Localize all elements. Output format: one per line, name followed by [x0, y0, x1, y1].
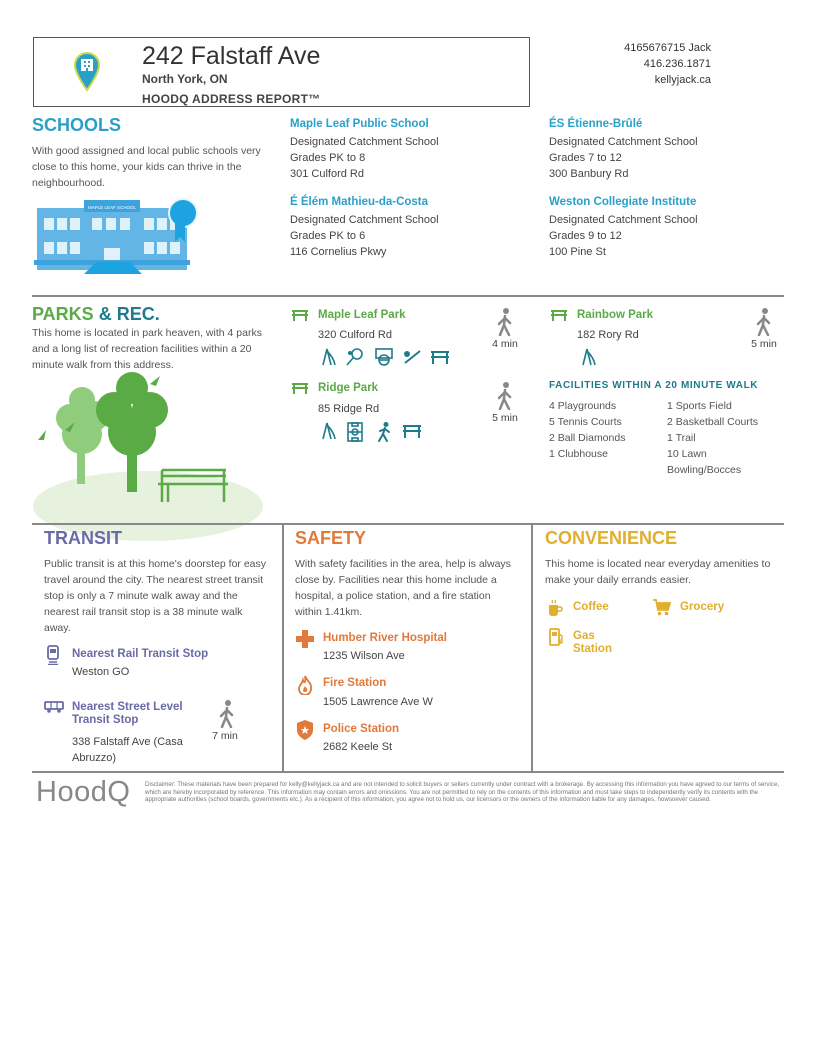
coffee-label[interactable]: Coffee — [573, 601, 609, 613]
parks-title-b: & REC. — [93, 304, 160, 324]
hospital-icon — [296, 630, 314, 648]
schools-title: SCHOOLS — [32, 115, 122, 135]
contact-phone-2[interactable]: 416.236.1871 — [643, 58, 711, 70]
parks-description: This home is located in park heaven, with 4 parks and a long list of recreation facilities within a 20 minute walk from this address. — [32, 327, 262, 371]
coffee-icon — [547, 599, 563, 617]
school-name[interactable]: Weston Collegiate Institute — [549, 196, 697, 208]
school-type: Designated Catchment School — [549, 136, 698, 148]
park-address-3: 85 Ridge Rd — [318, 403, 380, 415]
bench-icon — [550, 309, 568, 321]
facilities-right-list — [667, 398, 767, 478]
column-divider — [282, 523, 284, 771]
park-address-2: 182 Rory Rd — [577, 329, 639, 341]
walking-icon — [218, 700, 236, 728]
contact-block — [624, 40, 711, 88]
walking-icon — [496, 308, 514, 336]
street-stop-walk: 7 min — [212, 730, 238, 742]
gas-station-label[interactable]: Gas Station — [573, 630, 612, 655]
school-name[interactable]: É Élém Mathieu-da-Costa — [290, 196, 429, 208]
police-station-name[interactable]: Police Station — [323, 723, 400, 735]
police-badge-icon — [297, 720, 313, 740]
tennis-icon — [346, 348, 364, 371]
school-type: Designated Catchment School — [290, 136, 439, 148]
facility-item: 10 Lawn Bowling/Bocces — [667, 448, 742, 476]
school-address: 116 Cornelius Pkwy — [290, 246, 387, 258]
disclaimer-text: Disclaimer: These materials have been prepared for kelly@kellyjack.ca and are not intended to solicit buyers or sellers currently under contract with a brokerage. By accessing this information you have agreed to our terms of service, which are hereby incorporated by reference. This information may contain errors and omissions. You are not permitted to rely on the contents of this information and must take steps to independently verify its contents with the appropriate authorities (school boards, governments etc.). As a recipient of this information, you agree not to hold us, our licensors or the owners of the information liable for any damages, howsoever caused. — [145, 781, 780, 803]
school-type: Designated Catchment School — [549, 214, 698, 226]
divider — [32, 523, 784, 525]
city-label: North York, ON — [142, 72, 228, 86]
bench-icon — [291, 382, 309, 394]
school-address: 301 Culford Rd — [290, 168, 364, 180]
facilities-title: FACILITIES WITHIN A 20 MINUTE WALK — [549, 380, 759, 391]
transit-description: Public transit is at this home's doorstep for easy travel around the city. The nearest street transit stop is only a 7 minute walk away and the nearest rail transit stop is a 38 minute walk away. — [44, 558, 267, 634]
school-sign-text: MAPLE LEAF SCHOOL — [87, 205, 137, 210]
address-title: 242 Falstaff Ave — [142, 42, 321, 70]
park-walk-3: 5 min — [492, 412, 518, 424]
train-icon — [46, 645, 60, 665]
parks-title-a: PARKS — [32, 304, 94, 324]
facility-item: 2 Basketball Courts — [667, 416, 759, 428]
grocery-cart-icon — [652, 598, 672, 616]
report-label: HOODQ ADDRESS REPORT™ — [142, 92, 321, 106]
facility-item: 4 Playgrounds — [549, 400, 617, 412]
parks-title — [32, 304, 160, 325]
fire-icon — [297, 675, 313, 695]
grocery-label[interactable]: Grocery — [680, 601, 725, 613]
school-card-4[interactable] — [549, 196, 698, 260]
park-address-1: 320 Culford Rd — [318, 329, 392, 341]
divider — [32, 771, 784, 773]
school-name[interactable]: Maple Leaf Public School — [290, 118, 429, 130]
walking-icon — [496, 382, 514, 410]
bench-icon — [430, 350, 450, 369]
rail-stop-value[interactable]: Weston GO — [72, 666, 130, 678]
hoodq-logo: HoodQ — [36, 776, 131, 808]
school-building-illustration — [34, 194, 204, 276]
school-address: 100 Pine St — [549, 246, 606, 258]
facility-item: 2 Ball Diamonds — [549, 432, 626, 444]
gas-pump-icon — [548, 627, 564, 647]
police-station-address: 2682 Keele St — [323, 741, 393, 753]
column-divider — [531, 523, 533, 771]
bench-icon — [402, 424, 422, 443]
facility-item: 1 Clubhouse — [549, 448, 608, 460]
hospital-name[interactable]: Humber River Hospital — [323, 632, 447, 644]
street-stop-label: Nearest Street Level Transit Stop — [72, 701, 183, 726]
convenience-description: This home is located near everyday amenities to make your daily errands easier. — [545, 558, 771, 586]
park-name-2[interactable]: Rainbow Park — [577, 309, 654, 321]
street-stop-value[interactable]: 338 Falstaff Ave (Casa Abruzzo) — [72, 736, 183, 764]
park-illustration — [30, 370, 270, 542]
school-card-2[interactable] — [549, 118, 698, 182]
sports-field-icon — [346, 422, 364, 447]
basketball-icon — [374, 348, 394, 371]
facility-item: 5 Tennis Courts — [549, 416, 622, 428]
safety-description: With safety facilities in the area, help is always close by. Facilities near this home include a hospital, a police station, and a fire station within 1.41km. — [295, 558, 511, 618]
school-grades: Grades 7 to 12 — [549, 152, 622, 164]
fire-station-name[interactable]: Fire Station — [323, 677, 387, 689]
facility-item: 1 Sports Field — [667, 400, 732, 412]
playground-icon — [318, 348, 336, 371]
contact-website[interactable]: kellyjack.ca — [654, 74, 711, 86]
park-walk-1: 4 min — [492, 338, 518, 350]
facility-item: 1 Trail — [667, 432, 696, 444]
park-name-3[interactable]: Ridge Park — [318, 382, 379, 394]
facilities-left-list — [549, 398, 659, 462]
school-grades: Grades PK to 8 — [290, 152, 366, 164]
school-name[interactable]: ÉS Étienne-Brûlé — [549, 118, 643, 130]
playground-icon — [578, 348, 596, 371]
convenience-title: CONVENIENCE — [545, 528, 678, 548]
school-card-1[interactable] — [290, 118, 439, 182]
hospital-address: 1235 Wilson Ave — [323, 650, 405, 662]
park-name-1[interactable]: Maple Leaf Park — [318, 309, 406, 321]
schools-description: With good assigned and local public schools very close to this home, your kids can thrive in the neighbourhood. — [32, 145, 261, 189]
safety-title: SAFETY — [295, 528, 367, 548]
school-card-3[interactable] — [290, 196, 439, 260]
playground-icon — [318, 422, 336, 445]
school-grades: Grades 9 to 12 — [549, 230, 622, 242]
home-pin-icon — [72, 50, 102, 92]
fire-station-address: 1505 Lawrence Ave W — [323, 696, 433, 708]
school-type: Designated Catchment School — [290, 214, 439, 226]
divider — [32, 295, 784, 297]
bus-icon — [44, 701, 64, 713]
school-address: 300 Banbury Rd — [549, 168, 629, 180]
transit-title: TRANSIT — [44, 528, 122, 548]
walking-icon — [755, 308, 773, 336]
runner-icon — [376, 422, 392, 447]
park-walk-2: 5 min — [751, 338, 777, 350]
bench-icon — [291, 309, 309, 321]
contact-phone-1: 4165676715 Jack — [624, 42, 711, 54]
baseball-icon — [402, 348, 422, 371]
school-grades: Grades PK to 6 — [290, 230, 366, 242]
rail-stop-label: Nearest Rail Transit Stop — [72, 648, 209, 660]
